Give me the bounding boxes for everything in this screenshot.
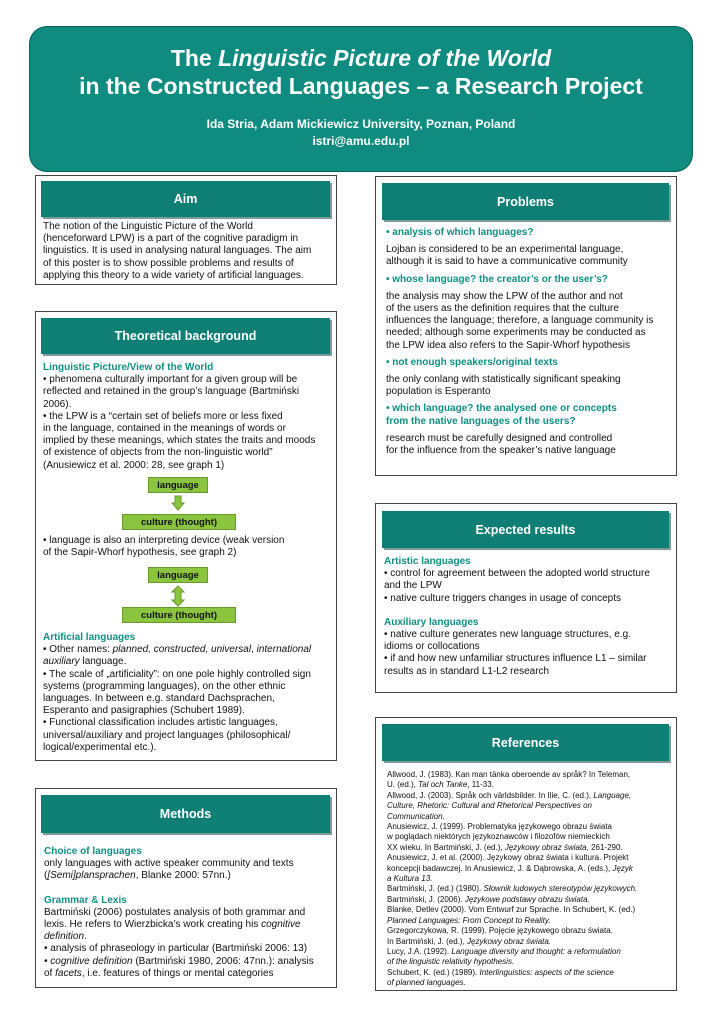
methods-title: Methods [41, 795, 330, 833]
theory-title: Theoretical background [41, 318, 330, 354]
references-title: References [382, 724, 669, 761]
aim-text: The notion of the Linguistic Picture of the World (henceforward LPW) is a part of the cognitive paradigm in linguistics. It is used in analysing natural languages. The aim of this poster is to show possible problems and results of applying this theory to a wide variety of artificial languages. [43, 221, 312, 281]
graph2-language-box: language [148, 567, 208, 583]
theory-text-1: Linguistic Picture/View of the World • phenomena culturally important for a given group will be reflected and retained in the group’s language (Bartmiński 2006). • the LPW is a “certain set of beliefs more or less fixed in the language, contained in the meanings of words or implied by these meanings, which states the traits and moods of existence of objects from the non-linguistic world” (Anusiewicz et al. 2000: 28, see graph 1) [43, 362, 335, 472]
theory-subheading-lpw: Linguistic Picture/View of the World [43, 362, 214, 373]
references-list: Allwood, J. (1983). Kan man tänka oberoende av språk? In Teleman, U. (ed.), Tal och Tanke, 11-33. Allwood, J. (2003). Språk och världsbilder. In Ilie, C. (ed.), Language, Culture, Rhetoric: Cultural and Rhetorical Perspectives on Communication. Anusiewicz, J. (1999). Problematyka językowego obrazu świata w poglądach niektórych językoznawców i filozofów niemieckich XX wieku. In Bartmiński, J. (ed.), Językowy obraz świata, 261-290. Anusiewicz, J. et al. (2000). Językowy obraz świata i kultura. Projekt koncepcji badawczej. In Anusiewicz, J. & Dąbrowska, A. (eds.), Język a Kultura 13. Bartmiński, J. (ed.) (1980). Słownik ludowych stereotypów językowych. Bartmiński, J. (2006). Językowe podstawy obrazu świata. Blanke, Detlev (2000). Vom Entwurf zur Sprache. In Schubert, K. (ed.) Planned Languages: From Concept to Reality. Grzegorczykowa, R. (1999). Pojęcie językowego obrazu świata. In Bartmiński, J. (ed.), Językowy obraz świata. Lucy, J.A. (1992). Language diversity and thought: a reformulation of the linguistic relativity hypothesis. Schubert, K. (ed.) (1989). Interlinguistics: aspects of the science of planned languages. [387, 770, 638, 988]
poster-email: istri@amu.edu.pl [312, 134, 410, 148]
graph2-bidirectional-arrow-icon [171, 585, 185, 607]
results-text: Artistic languages • control for agreement between the adopted world structure and the LPW • native culture triggers changes in usage of concepts Auxiliary languages • native culture generates new language structures, e.g. idioms or collocations • if and how new unfamiliar structures influence L1 – similar results as in standard L1-L2 research [384, 556, 676, 678]
methods-subheading-choice: Choice of languages [44, 846, 142, 857]
problem-question-1: • analysis of which languages? [386, 227, 534, 238]
graph1-language-box: language [148, 477, 208, 493]
problems-title: Problems [382, 183, 669, 220]
problem-question-4: • which language? the analysed one or concepts from the native languages of the users? [386, 403, 617, 427]
theory-text-2: • language is also an interpreting device (weak version of the Sapir-Whorf hypothesis, see graph 2) [43, 535, 285, 559]
graph1-culture-box: culture (thought) [122, 514, 236, 530]
methods-subheading-grammar: Grammar & Lexis [44, 894, 127, 906]
problem-question-3: • not enough speakers/original texts [386, 356, 558, 368]
poster-title-line1: The Linguistic Picture of the World [170, 45, 552, 71]
problem-question-2: • whose language? the creator’s or the user’s? [386, 273, 608, 285]
results-title: Expected results [382, 511, 669, 548]
graph1-arrow-icon [171, 495, 185, 511]
poster-header [29, 26, 693, 172]
theory-text-3: Artificial languages • Other names: planned, constructed, universal, international auxiliary language. • The scale of „artificiality”: on one pole highly controlled sign systems (programming languages), on the other ethnic languages. In between e.g. standard Dachsprachen, Esperanto and pasigraphies (Schubert 1989). • Functional classification includes artistic languages, universal/auxiliary and project languages (philosophical/ logical/experimental etc.). [43, 632, 335, 754]
aim-title: Aim [41, 181, 330, 217]
problems-text: • analysis of which languages? Lojban is considered to be an experimental language, although it is said to have a communicative community • whose language? the creator’s or the user’s? the analysis may show the LPW of the author and not of the users as the definition requires that the culture influences the language; therefore, a language community is needed; although some experiments may be conducted as the LPW idea also refers to the Sapir-Whorf hypothesis • not enough speakers/original texts the only conlang with statistically significant speaking population is Esperanto • which language? the analysed one or concepts from the native languages of the users? research must be carefully designed and controlled for the influence from the speaker’s native language [386, 227, 676, 457]
results-subheading-artistic: Artistic languages [384, 556, 471, 567]
results-subheading-auxiliary: Auxiliary languages [384, 616, 479, 628]
poster-title-line2: in the Constructed Languages – a Research Project [79, 73, 643, 99]
theory-subheading-artificial: Artificial languages [43, 632, 136, 643]
methods-text: Choice of languages only languages with active speaker community and texts ([Semi]plansprachen, Blanke 2000: 57nn.) Grammar & Lexis Bartmiński (2006) postulates analysis of both grammar and lexis. He refers to Wierzbicka’s work creating his cognitive definition. • analysis of phraseology in particular (Bartmiński 2006: 13) • cognitive definition (Bartmiński 1980, 2006: 47nn.): analysis of facets, i.e. features of things or mental categories [44, 846, 336, 980]
graph2-culture-box: culture (thought) [122, 607, 236, 623]
poster-authors: Ida Stria, Adam Mickiewicz University, Poznan, Poland [206, 117, 516, 131]
